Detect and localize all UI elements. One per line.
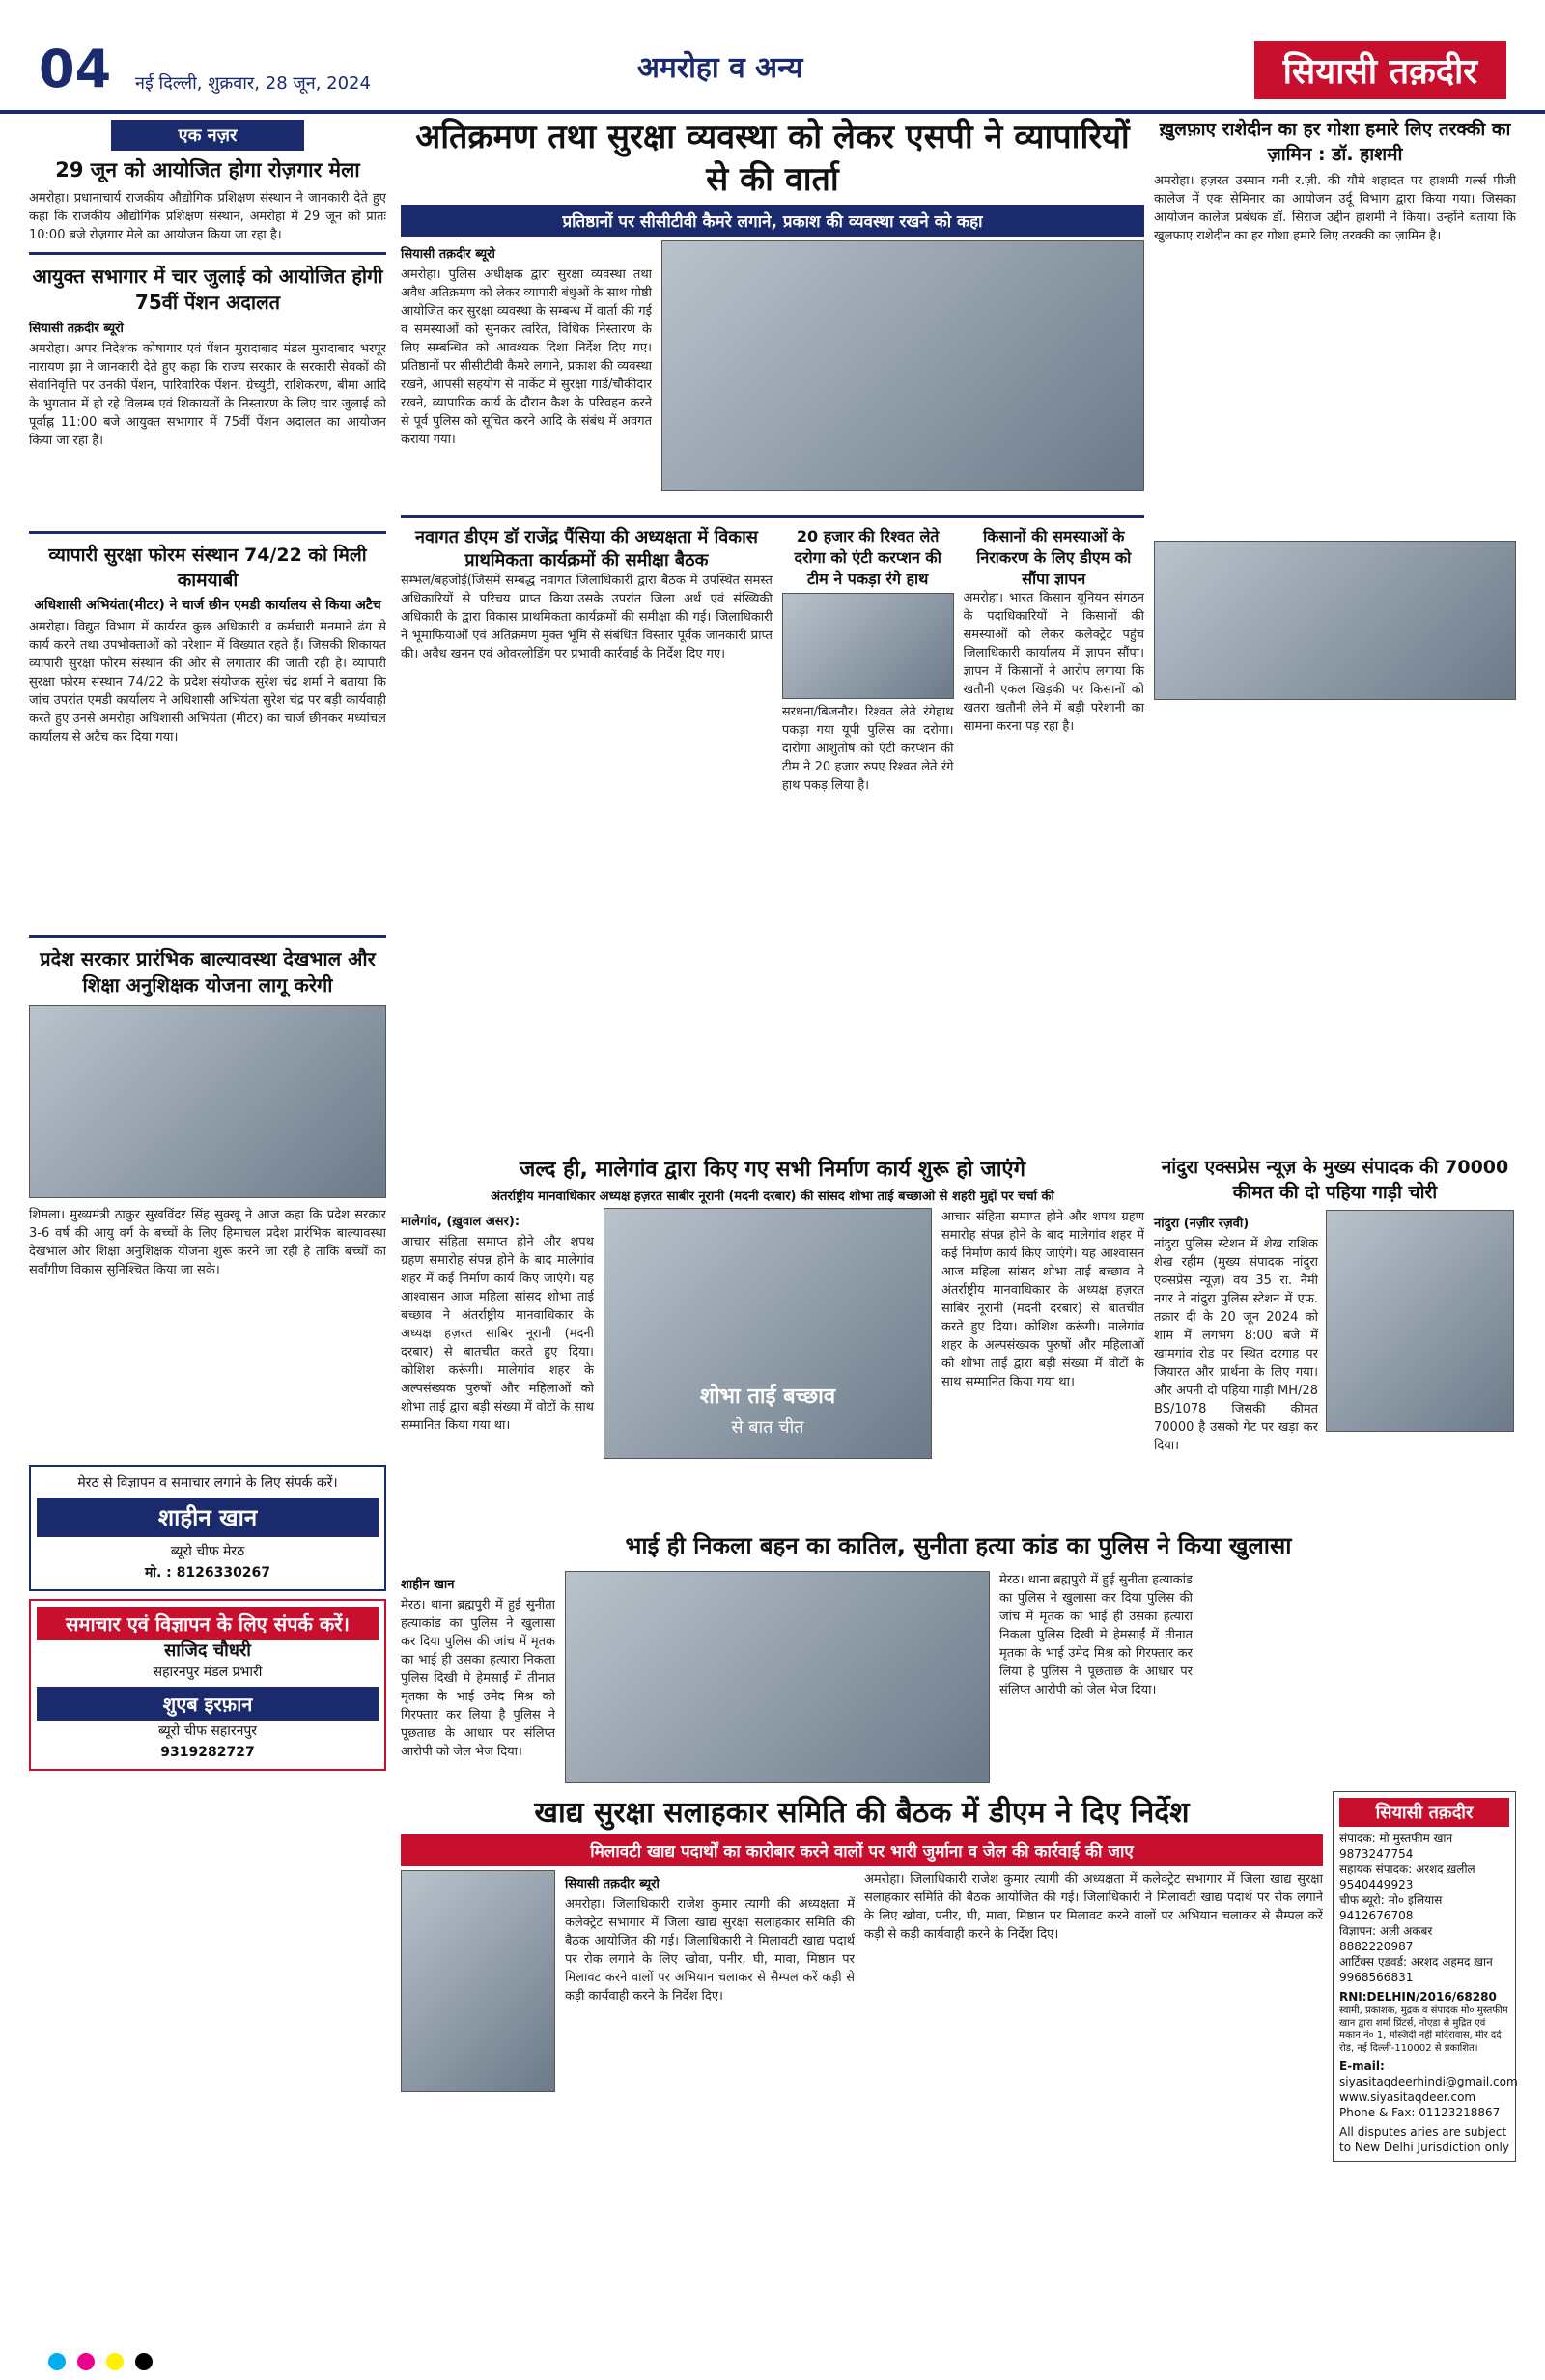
- lead-body: अमरोहा। पुलिस अधीक्षक द्वारा सुरक्षा व्यवस्था तथा अवैध अतिक्रमण को लेकर व्यापारी बंधुओं के साथ गोष्ठी आयोजित कर सुरक्षा व्यवस्था के सम्बन्ध में वार्ता की गई व समस्याओं को सुनकर त्वरित, विधिक निस्तारण के लिए सम्बन्धित को आवश्यक दिशा निर्देश दिए गए। प्रतिष्ठानों पर सीसीटीवी कैमरे लगाने, प्रकाश की व्यवस्था रखने, आपसी सहयोग से मार्केट में सुरक्षा गार्ड/चौकीदार रखने, व्यापारिक कार्य के दौरान कैश के परिवहन करने से पूर्व पुलिस को सूचित करने आदि के संबंध में अवगत कराया गया।: [401, 267, 652, 447]
- review-meeting-title: नवागत डीएम डॉ राजेंद्र पैंसिया की अध्यक्षता में विकास प्राथमिकता कार्यक्रमों की समीक्षा बैठक: [414, 527, 758, 571]
- malegaon-photo: [604, 1208, 932, 1459]
- divider: [29, 531, 386, 534]
- email-address[interactable]: siyasitaqdeerhindi@gmail.com: [1339, 2075, 1518, 2088]
- publisher-note: स्वामी, प्रकाशक, मुद्रक व संपादक मो० मुस्तफीम खान द्वारा शर्मा प्रिंटर्स, नोएडा से मुद्रित एवं मकान नं० 1, मस्जिदी नहीं मदिरावास, मीर दर्द रोड, नई दिल्ली-110002 से प्रकाशित।: [1339, 2005, 1508, 2054]
- bike-story: [1154, 1154, 1516, 1457]
- farmers-body: अमरोहा। भारत किसान यूनियन संगठन के पदाधिकारियों ने किसानों की समस्याओं को लेकर कलेक्ट्रेट पहुंच जिलाधिकारी कार्यालय में ज्ञापन सौंपा। ज्ञापन में किसानों ने आरोप लगाया कि खतौनी एकल खिड़की पर किसानों को खतरा खतौनी लेने में बड़ी परेशानी का सामना करना पड़ रहा है।: [963, 591, 1144, 734]
- imprint-row: सहायक संपादक: अरशद ख़लील 9540449923: [1339, 1862, 1475, 1891]
- hashmi-title: ख़ुलफ़ाए राशेदीन का हर गोशा हमारे लिए तरक्की का ज़ामिन : डॉ. हाशमी: [1159, 119, 1511, 165]
- sunita-story: [401, 1526, 1516, 1789]
- brand-logo: सियासी तक़दीर: [1254, 41, 1506, 99]
- malegaon-byline: मालेगांव, (ख़ुवाल असर):: [401, 1215, 520, 1229]
- hashmi-body: अमरोहा। हज़रत उस्मान गनी र.ज़ी. की यौमे शहादत पर हाशमी गर्ल्स पीजी कालेज में एक सेमिनार का आयोजन उर्दू विभाग द्वारा किया गया। जिसका आयोजन कालेज प्रबंधक डॉ. सिराज उद्दीन हाशमी ने किया। उन्होंने बताया कि खुलफाए राशेदीन का हर गोशा हमारे लिए तरक्की का ज़ामिन है।: [1154, 174, 1516, 243]
- sunita-title: भाई ही निकला बहन का कातिल, सुनीता हत्या कांड का पुलिस ने किया खुलासा: [625, 1532, 1292, 1559]
- imprint-box: [1333, 1791, 1516, 2162]
- khadya-body: अमरोहा। जिलाधिकारी राजेश कुमार त्यागी की अध्यक्षता में कलेक्ट्रेट सभागार में जिला खाद्य सुरक्षा सलाहकार समिति की बैठक आयोजित की गई। जिलाधिकारी ने मिलावटी खाद्य पदार्थ पर रोक लगाने के लिए खोवा, पनीर, घी, मावा, मिष्ठान पर मिलावट करने वालों पर अभियान चलाकर से सैम्पल करें कड़ी से कड़ी कार्यवाही करने के निर्देश दिए।: [565, 1897, 855, 2003]
- left-column: [29, 116, 386, 1771]
- right-column: [1154, 116, 1516, 462]
- story-pension-body: अमरोहा। अपर निदेशक कोषागार एवं पेंशन मुरादाबाद मंडल मुरादाबाद भरपूर नारायण झा ने जानकारी देते हुए कहा कि राज्य सरकार के सरकारी सेवकों की सेवानिवृत्ति पर उनकी पेंशन, पारिवारिक पेंशन, ग्रेच्युटी, राशिकरण, बीमा आदि के भुगतान में हो रहे विलम्ब एवं शिकायतों के निस्तारण के लिए चार जुलाई को पूर्वाह्न 11:00 बजे आयुक्त सभागार में 75वीं पेंशन अदालत का आयोजन किया जा रहा है।: [29, 342, 386, 448]
- story-balya-body: शिमला। मुख्यमंत्री ठाकुर सुखविंदर सिंह सुक्खू ने आज कहा कि प्रदेश सरकार 3-6 वर्ष की आयु वर्ग के बच्चों के लिए हिमाचल प्रदेश प्रारंभिक बाल्यावस्था देखभाल और शिक्षा अनुशिक्षक योजना शुरू करने जा रही है ताकि बच्चों का सर्वांगीण विकास सुनिश्चित किया जा सके।: [29, 1208, 386, 1277]
- sunita-body-cont: मेरठ। थाना ब्रह्मपुरी में हुई सुनीता हत्याकांड का पुलिस ने खुलासा कर दिया पुलिस की जांच में मृतक का भाई ही उसका हत्यारा निकला पुलिस दिखी मे हेमसाईं में तीनात मृतका के भाई उमेद मिश्र को गिरफ्तार कर लिया है पुलिस ने पूछताछ के आधार पर संलिप्त आरोपी को जेल भेज दिया।: [999, 1573, 1193, 1697]
- malegaon-body-cont: आचार संहिता समाप्त होने और शपथ ग्रहण समारोह संपन्न होने के बाद मालेगांव शहर में कई निर्माण कार्य किए जाएंगे। यह आश्वासन आज महिला सांसद शोभा ताई बच्छाव ने अंतर्राष्ट्रीय मानवाधिकार के अध्यक्ष हज़रत साबिर नूरानी (मदनी दरबार) से बातचीत करते हुए दिया। कोशिश करूंगी। मालेगांव शहर के अल्पसंख्यक पुरुषों और महिलाओं को शोभा ताई द्वारा बड़ी संख्या में वोटों के साथ सम्मानित किया गया था।: [941, 1210, 1144, 1389]
- bike-title: नांदुरा एक्सप्रेस न्यूज़ के मुख्य संपादक की 70000 कीमत की दो पहिया गाड़ी चोरी: [1161, 1157, 1509, 1203]
- imprint-brand: सियासी तक़दीर: [1339, 1798, 1509, 1827]
- section-title: अमरोहा व अन्य: [637, 51, 803, 85]
- story-forum-body: अमरोहा। विद्युत विभाग में कार्यरत कुछ अधिकारी व कर्मचारी मनमाने ढंग से कार्य करने तथा उपभोक्ताओं को परेशान में विख्यात रहते हैं। जिसकी शिकायत व्यापारी सुरक्षा फोरम संस्थान की ओर से लगातार की जाती रही है। व्यापारी सुरक्षा फोरम संस्थान 74/22 के प्रदेश संयोजक सुरेश चंद्र शर्मा ने बताया कि जांच उपरांत एमडी कार्यालय ने अधिशासी अभियंता सुरेश चंद्र पर बड़ी कार्यवाही करते हुए उनसे अमरोहा अधिशासी अभियंता (मीटर) का चार्ज छीनकर मध्यांचल कार्यालय से अटैच कर दिया गया।: [29, 620, 386, 744]
- malegaon-subtitle: अंतर्राष्ट्रीय मानवाधिकार अध्यक्ष हज़रत साबीर नूरानी (मदनी दरबार) की सांसद शोभा ताई बच्छाओ से शहरी मुद्दों पर चर्चा की: [491, 1190, 1054, 1204]
- ad-meerut-line: मेरठ से विज्ञापन व समाचार लगाने के लिए संपर्क करें।: [77, 1475, 338, 1491]
- bribe-body: सरधना/बिजनौर। रिश्वत लेते रंगेहाथ पकड़ा गया यूपी पुलिस का दरोगा। दारोगा आशुतोष को एंटी करप्शन की टीम ने 20 हजार रुपए रिश्वत लेते रंगे हाथ पकड़ लिया है।: [781, 705, 954, 793]
- main-column: [401, 116, 1144, 857]
- khadya-subtitle: मिलावटी खाद्य पदार्थों का कारोबार करने वालों पर भारी जुर्माना व जेल की कार्रवाई की जाए: [401, 1834, 1323, 1866]
- sunita-byline: शाहीन खान: [401, 1578, 455, 1592]
- review-meeting-body: सम्भल/बहजोई(जिसमें सम्बद्ध नवागत जिलाधिकारी द्वारा बैठक में उपस्थित समस्त अधिकारियों से परिचय प्राप्त किया।उसके उपरांत जिला अर्थ एवं संख्यिकी अधिकारी के द्वारा विकास प्राथमिकता कार्यक्रमों की समीक्षा की गई। जिलाधिकारी ने भूमाफियाओं एवं अतिक्रमण मुक्त भूमि से संबंधित विस्तार पूर्वक जानकारी प्राप्त की। अवैध खनन एवं ओवरलोडिंग पर प्रभावी कार्रवाई के निर्देश दिए गए।: [401, 574, 772, 661]
- ad-meerut-name: शाहीन खान: [37, 1498, 379, 1537]
- ad-saharanpur: [29, 1599, 386, 1771]
- story-rozgar-title: 29 जून को आयोजित होगा रोज़गार मेला: [55, 158, 360, 182]
- photo-caption-1: शोभा ताई बच्छाव: [699, 1385, 836, 1409]
- ad-saharanpur-name: साजिद चौधरी: [164, 1640, 251, 1661]
- malegaon-story: [401, 1154, 1144, 1474]
- lead-subheadline: प्रतिष्ठानों पर सीसीटीवी कैमरे लगाने, प्रकाश की व्यवस्था रखने को कहा: [401, 205, 1144, 237]
- lead-photo: [661, 240, 1144, 491]
- farmers-title: किसानों की समस्याओं के निराकरण के लिए डीएम को सौंपा ज्ञापन: [976, 527, 1132, 588]
- register-mark-yellow: [106, 2353, 124, 2370]
- divider: [29, 252, 386, 255]
- imprint-row: चीफ ब्यूरो: मो० इलियास 9412676708: [1339, 1893, 1443, 1922]
- imprint-row: संपादक: मो मुस्तफीम खान 9873247754: [1339, 1832, 1453, 1861]
- bike-photo: [1326, 1210, 1514, 1432]
- lead-byline: सियासी तक़दीर ब्यूरो: [401, 247, 495, 262]
- bike-byline: नांदुरा (नज़ीर रज़वी): [1154, 1217, 1250, 1231]
- story-forum-subtitle: अधिशासी अभियंता(मीटर) ने चार्ज छीन एमडी कार्यालय से किया अटैच: [34, 598, 381, 613]
- sunita-body: मेरठ। थाना ब्रह्मपुरी में हुई सुनीता हत्याकांड का पुलिस ने खुलासा कर दिया पुलिस की जांच में मृतक का भाई ही उसका हत्यारा निकला पुलिस दिखी मे हेमसाईं में तीनात मृतका के भाई उमेद मिश्र को गिरफ्तार कर लिया है पुलिस ने पूछताछ के आधार पर संलिप्त आरोपी को जेल भेज दिया।: [401, 1598, 555, 1759]
- phone-fax: Phone & Fax: 01123218867: [1339, 2106, 1501, 2119]
- khadya-photo: [401, 1870, 555, 2092]
- ad-meerut-role: ब्यूरो चीफ मेरठ: [170, 1544, 245, 1559]
- story-rozgar-body: अमरोहा। प्रधानाचार्य राजकीय औद्योगिक प्रशिक्षण संस्थान ने जानकारी देते हुए कहा कि राजकीय औद्योगिक प्रशिक्षण संस्थान, अमरोहा में 29 जून को प्रातः 10:00 बजे रोज़गार मेले का आयोजन किया जा रहा है।: [29, 191, 386, 242]
- story-balya-title: प्रदेश सरकार प्रारंभिक बाल्यावस्था देखभाल और शिक्षा अनुशिक्षक योजना लागू करेगी: [40, 947, 376, 996]
- khadya-story: [401, 1791, 1323, 2175]
- ad-bureau-name: शुएब इरफ़ान: [37, 1687, 379, 1721]
- khadya-byline: सियासी तक़दीर ब्यूरो: [565, 1877, 660, 1891]
- story-pension-title: आयुक्त सभागार में चार जुलाई को आयोजित होगी 75वीं पेंशन अदालत: [32, 265, 383, 314]
- issue-date: नई दिल्ली, शुक्रवार, 28 जून, 2024: [135, 73, 371, 94]
- sunita-photo: [565, 1571, 990, 1783]
- rni-number: RNI:DELHIN/2016/68280: [1339, 1990, 1497, 2003]
- bribe-title: 20 हजार की रिश्वत लेते दरोगा को एंटी करप्शन की टीम ने पकड़ा रंगे हाथ: [794, 527, 941, 588]
- malegaon-body: आचार संहिता समाप्त होने और शपथ ग्रहण समारोह संपन्न होने के बाद मालेगांव शहर में कई निर्माण कार्य किए जाएंगे। यह आश्वासन आज महिला सांसद शोभा ताई बच्छाव ने अंतर्राष्ट्रीय मानवाधिकार के अध्यक्ष हज़रत साबिर नूरानी (मदनी दरबार) से बातचीत करते हुए दिया। कोशिश करूंगी। मालेगांव शहर के अल्पसंख्यक पुरुषों और महिलाओं को शोभा ताई द्वारा बड़ी संख्या में वोटों के साथ सम्मानित किया गया था।: [401, 1235, 594, 1433]
- farmers-photo: [1154, 541, 1516, 700]
- masthead: [0, 0, 1545, 114]
- ad-bureau-phone: 9319282727: [160, 1745, 255, 1760]
- khadya-body-cont: अमरोहा। जिलाधिकारी राजेश कुमार त्यागी की अध्यक्षता में कलेक्ट्रेट सभागार में जिला खाद्य सुरक्षा सलाहकार समिति की बैठक आयोजित की गई। जिलाधिकारी ने मिलावटी खाद्य पदार्थ पर रोक लगाने के लिए खोवा, पनीर, घी, मावा, मिष्ठान पर मिलावट करने वालों पर अभियान चलाकर से सैम्पल करें कड़ी से कड़ी कार्यवाही करने के निर्देश दिए।: [864, 1872, 1323, 1942]
- ad-saharanpur-line: समाचार एवं विज्ञापन के लिए संपर्क करें।: [37, 1607, 379, 1640]
- jurisdiction: All disputes aries are subject to New Delhi Jurisdiction only: [1339, 2125, 1509, 2154]
- register-mark-magenta: [77, 2353, 95, 2370]
- register-mark-black: [135, 2353, 153, 2370]
- ad-bureau-role: ब्यूरो चीफ सहारनपुर: [157, 1723, 258, 1739]
- ad-meerut: [29, 1465, 386, 1591]
- register-mark-cyan: [48, 2353, 66, 2370]
- website[interactable]: www.siyasitaqdeer.com: [1339, 2090, 1476, 2104]
- email-label: E-mail:: [1339, 2059, 1385, 2073]
- story-pension-byline: सियासी तक़दीर ब्यूरो: [29, 322, 124, 336]
- malegaon-title: जल्द ही, मालेगांव द्वारा किए गए सभी निर्माण कार्य शुरू हो जाएंगे: [520, 1158, 1025, 1182]
- imprint-row: आर्टिक्स एडवर्ड: अरशद अहमद ख़ान 9968566831: [1339, 1955, 1493, 1984]
- page-number: 04: [39, 39, 112, 99]
- photo-caption-2: से बात चीत: [731, 1417, 804, 1438]
- bribe-photo: [782, 593, 954, 699]
- khadya-title: खाद्य सुरक्षा सलाहकार समिति की बैठक में डीएम ने दिए निर्देश: [534, 1796, 1190, 1830]
- ek-nazar-label: एक नज़र: [111, 120, 304, 151]
- story-forum-title: व्यापारी सुरक्षा फोरम संस्थान 74/22 को मिली कामयाबी: [48, 545, 367, 591]
- divider: [401, 515, 1144, 518]
- bike-body: नांदुरा पुलिस स्टेशन में शेख राशिक शेख रहीम (मुख्य संपादक नांदुरा एक्सप्रेस न्यूज़) वय 35 रा. नैमी नगर ने नांदुरा पुलिस स्टेशन में एफ. तक्रार दी के 20 जून 2024 को शाम में लगभग 8:00 बजे में खामगांव रोड पर स्थित दरगाह पर जियारत और प्रार्थना के लिए गया। और अपनी दो पहिया गाड़ी MH/28 BS/1078 जिसकी कीमत 70000 है उसको गेट पर खड़ा कर दिया।: [1154, 1237, 1318, 1453]
- cm-photo: [29, 1005, 386, 1198]
- divider: [29, 935, 386, 938]
- ad-meerut-phone: मो. : 8126330267: [144, 1565, 271, 1581]
- lead-headline: अतिक्रमण तथा सुरक्षा व्यवस्था को लेकर एसपी ने व्यापारियों से की वार्ता: [415, 118, 1130, 199]
- imprint-row: विज्ञापन: अली अकबर 8882220987: [1339, 1924, 1433, 1953]
- ad-saharanpur-role: सहारनपुर मंडल प्रभारी: [153, 1665, 263, 1680]
